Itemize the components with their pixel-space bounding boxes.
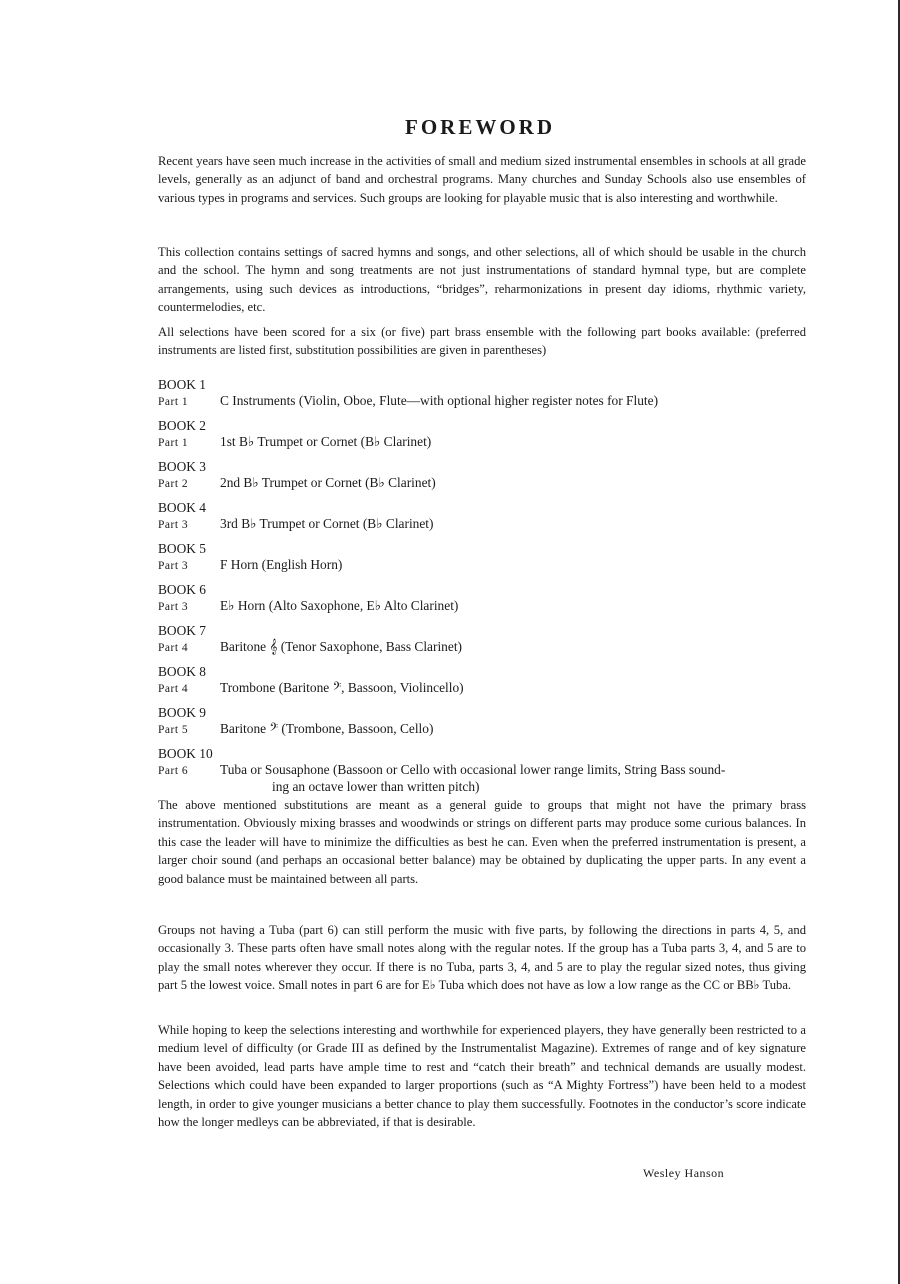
book-entry	[158, 541, 808, 574]
instrument-text: Trombone (Baritone 𝄢, Bassoon, Violincello)	[220, 680, 464, 696]
instrument-text: C Instruments (Violin, Oboe, Flute—with optional higher register notes for Flute)	[220, 393, 659, 409]
tuba-section	[158, 921, 806, 995]
book-entry	[158, 705, 808, 738]
paragraph-substitutions: The above mentioned substitutions are meant as a general guide to groups that might not have the primary brass instrumentation. Obviously mixing brasses and woodwinds or strings on different parts may produce some curious balances. In this case the leader will have to minimize the difficulties as best he can. Even when the preferred instrumentation is present, a larger choir sound (and perhaps an occasional better balance) may be obtained by duplicating the upper parts. In any event a good balance must be maintained between all parts.	[158, 798, 806, 886]
book-label: BOOK 5	[158, 541, 206, 556]
book-entry	[158, 459, 808, 492]
difficulty-section	[158, 1021, 806, 1131]
instrument-text: 1st B♭ Trumpet or Cornet (B♭ Clarinet)	[220, 434, 432, 450]
part-label: Part 3	[158, 519, 189, 532]
book-label: BOOK 3	[158, 459, 206, 474]
instrument-text: F Horn (English Horn)	[220, 557, 343, 573]
part-label: Part 4	[158, 642, 189, 655]
page-title: FOREWORD	[405, 115, 555, 139]
instrument-text: 2nd B♭ Trumpet or Cornet (B♭ Clarinet)	[220, 475, 436, 491]
part-label: Part 1	[158, 437, 189, 450]
book-entry	[158, 377, 808, 410]
book-label: BOOK 8	[158, 664, 206, 679]
part-label: Part 5	[158, 724, 189, 737]
book-entry	[158, 582, 808, 615]
instrument-text: Tuba or Sousaphone (Bassoon or Cello with occasional lower range limits, String Bass sound-	[220, 762, 726, 778]
part-label: Part 3	[158, 601, 189, 614]
book-entry	[158, 623, 808, 656]
book-label: BOOK 10	[158, 746, 213, 761]
part-label: Part 2	[158, 478, 189, 491]
book-entry	[158, 500, 808, 533]
book-label: BOOK 6	[158, 582, 206, 597]
book-label: BOOK 7	[158, 623, 206, 638]
part-label: Part 1	[158, 396, 189, 409]
part-label: Part 6	[158, 765, 189, 778]
book-entry	[158, 418, 808, 451]
book-entry	[158, 746, 808, 796]
paragraph-intro: Recent years have seen much increase in the activities of small and medium sized instrumental ensembles in schools at all grade levels, generally as an adjunct of band and orchestral programs. Many churches and Sunday Schools also use ensembles of various types in programs and services. Such groups are looking for playable music that is also interesting and worthwhile.	[158, 154, 806, 205]
collection-section	[158, 243, 806, 317]
part-books-list	[158, 377, 808, 803]
intro-section	[158, 152, 806, 207]
book-label: BOOK 1	[158, 377, 206, 392]
book-entry	[158, 664, 808, 697]
book-label: BOOK 9	[158, 705, 206, 720]
paragraph-scoring: All selections have been scored for a six (or five) part brass ensemble with the following part books available: (preferred instruments are listed first, substitution possibilities are given in parentheses)	[158, 325, 806, 358]
instrument-text-continued: ing an octave lower than written pitch)	[272, 779, 480, 795]
substitutions-section	[158, 796, 806, 888]
paragraph-tuba: Groups not having a Tuba (part 6) can still perform the music with five parts, by following the directions in parts 4, 5, and occasionally 3. These parts often have small notes along with the regular notes. If the group has a Tuba parts 3, 4, and 5 are to play the small notes wherever they occur. If there is no Tuba, parts 3, 4, and 5 are to play the regular sized notes, thus giving part 5 the lowest voice. Small notes in part 6 are for E♭ Tuba which does not have as low a low range as the CC or BB♭ Tuba.	[158, 923, 806, 993]
part-label: Part 4	[158, 683, 189, 696]
instrument-text: Baritone 𝄢 (Trombone, Bassoon, Cello)	[220, 721, 434, 737]
scoring-section	[158, 323, 806, 360]
author-signature: Wesley Hanson	[643, 1166, 725, 1180]
book-label: BOOK 4	[158, 500, 206, 515]
part-label: Part 3	[158, 560, 189, 573]
book-label: BOOK 2	[158, 418, 206, 433]
paragraph-collection: This collection contains settings of sacred hymns and songs, and other selections, all of which should be usable in the church and the school. The hymn and song treatments are not just instrumentations of standard hymnal type, but are complete arrangements, using such devices as introductions, “bridges”, reharmonizations in present day idioms, rhythmic variety, countermelodies, etc.	[158, 245, 806, 315]
instrument-text: Baritone 𝄞 (Tenor Saxophone, Bass Clarinet)	[220, 639, 463, 655]
instrument-text: E♭ Horn (Alto Saxophone, E♭ Alto Clarinet)	[220, 598, 459, 614]
paragraph-difficulty: While hoping to keep the selections interesting and worthwhile for experienced players, they have generally been restricted to a medium level of difficulty (or Grade III as defined by the Instrumentalist Magazine). Extremes of range and of key signature have been avoided, lead parts have ample time to rest and “catch their breath” and technical demands are usually modest. Selections which could have been expanded to larger proportions (such as “A Mighty Fortress”) have been held to a modest length, in order to give younger musicians a better chance to play them successfully. Footnotes in the conductor’s score indicate how the longer medleys can be abbreviated, if that is desirable.	[158, 1023, 806, 1130]
instrument-text: 3rd B♭ Trumpet or Cornet (B♭ Clarinet)	[220, 516, 434, 532]
